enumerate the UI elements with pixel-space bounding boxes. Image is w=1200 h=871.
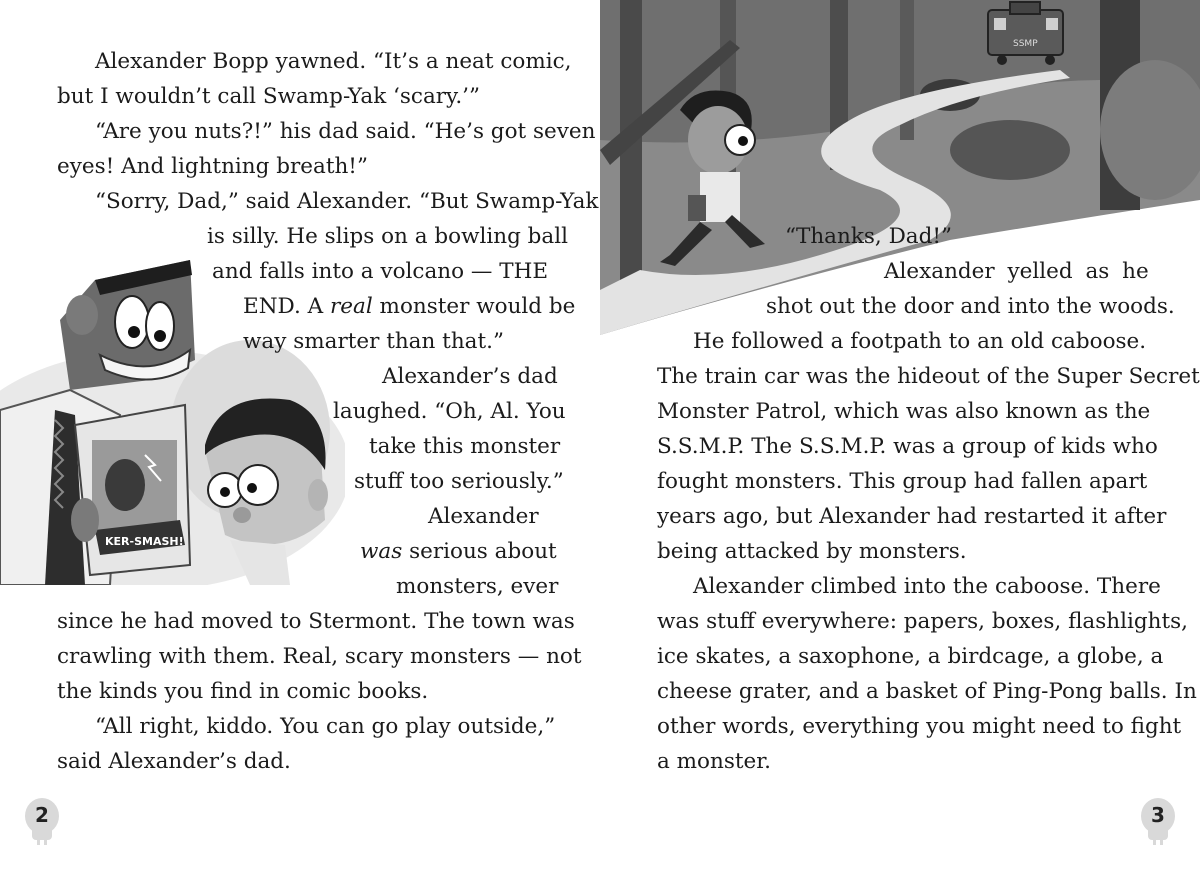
text-line: He followed a footpath to an old caboose.: [693, 329, 1147, 354]
text-line: being attacked by monsters.: [657, 539, 967, 564]
text-line: “Are you nuts?!” his dad said. “He’s got seven: [95, 119, 596, 144]
text-line: Alexander: [428, 504, 539, 529]
page-number-badge: [22, 796, 62, 848]
text-line: take this monster: [369, 434, 561, 459]
text-line: said Alexander’s dad.: [57, 749, 291, 774]
text-line: since he had moved to Stermont. The town was: [57, 609, 575, 634]
text-line: is silly. He slips on a bowling ball: [207, 224, 569, 249]
text-line: monsters, ever: [396, 574, 559, 599]
text-line: way smarter than that.”: [243, 329, 504, 354]
text-line: and falls into a volcano — THE: [212, 259, 549, 284]
right-page: [600, 0, 1200, 871]
text-line: laughed. “Oh, Al. You: [333, 399, 566, 424]
text-line: a monster.: [657, 749, 771, 774]
comic-sound-effect: KER-SMASH!: [105, 535, 184, 548]
page-number: 3: [1151, 803, 1165, 827]
caboose: [988, 2, 1063, 65]
page-number: 2: [35, 803, 49, 827]
text-line: Alexander yelled as he: [884, 259, 1149, 284]
text-line: the kinds you find in comic books.: [57, 679, 429, 704]
text-line: ice skates, a saxophone, a birdcage, a globe, a: [657, 644, 1164, 669]
text-line: END. A real monster would be: [243, 294, 576, 319]
text-line: crawling with them. Real, scary monsters — not: [57, 644, 582, 669]
text-line: was stuff everywhere: papers, boxes, flashlights,: [657, 609, 1189, 634]
text-line: The train car was the hideout of the Super Secret: [657, 364, 1200, 389]
text-line: “Sorry, Dad,” said Alexander. “But Swamp-Yak: [95, 189, 599, 214]
page-number-badge: [1138, 796, 1178, 848]
text-line: S.S.M.P. The S.S.M.P. was a group of kids who: [657, 434, 1158, 459]
text-line: other words, everything you might need to fight: [657, 714, 1182, 739]
text-line: Monster Patrol, which was also known as the: [657, 399, 1151, 424]
text-line: stuff too seriously.”: [354, 469, 564, 494]
text-line: was serious about: [360, 539, 557, 564]
text-line: “Thanks, Dad!”: [785, 224, 953, 249]
text-line: Alexander climbed into the caboose. There: [693, 574, 1161, 599]
text-line: shot out the door and into the woods.: [766, 294, 1175, 319]
text-line: “All right, kiddo. You can go play outside,”: [95, 714, 556, 739]
text-line: but I wouldn’t call Swamp-Yak ‘scary.’”: [57, 84, 481, 109]
text-line: years ago, but Alexander had restarted it after: [657, 504, 1167, 529]
text-line: Alexander’s dad: [382, 364, 558, 389]
text-line: Alexander Bopp yawned. “It’s a neat comic,: [95, 49, 572, 74]
text-line: cheese grater, and a basket of Ping-Pong balls. In: [657, 679, 1197, 704]
text-line: eyes! And lightning breath!”: [57, 154, 368, 179]
caboose-sign: SSMP: [1013, 39, 1038, 49]
text-line: fought monsters. This group had fallen apart: [657, 469, 1148, 494]
